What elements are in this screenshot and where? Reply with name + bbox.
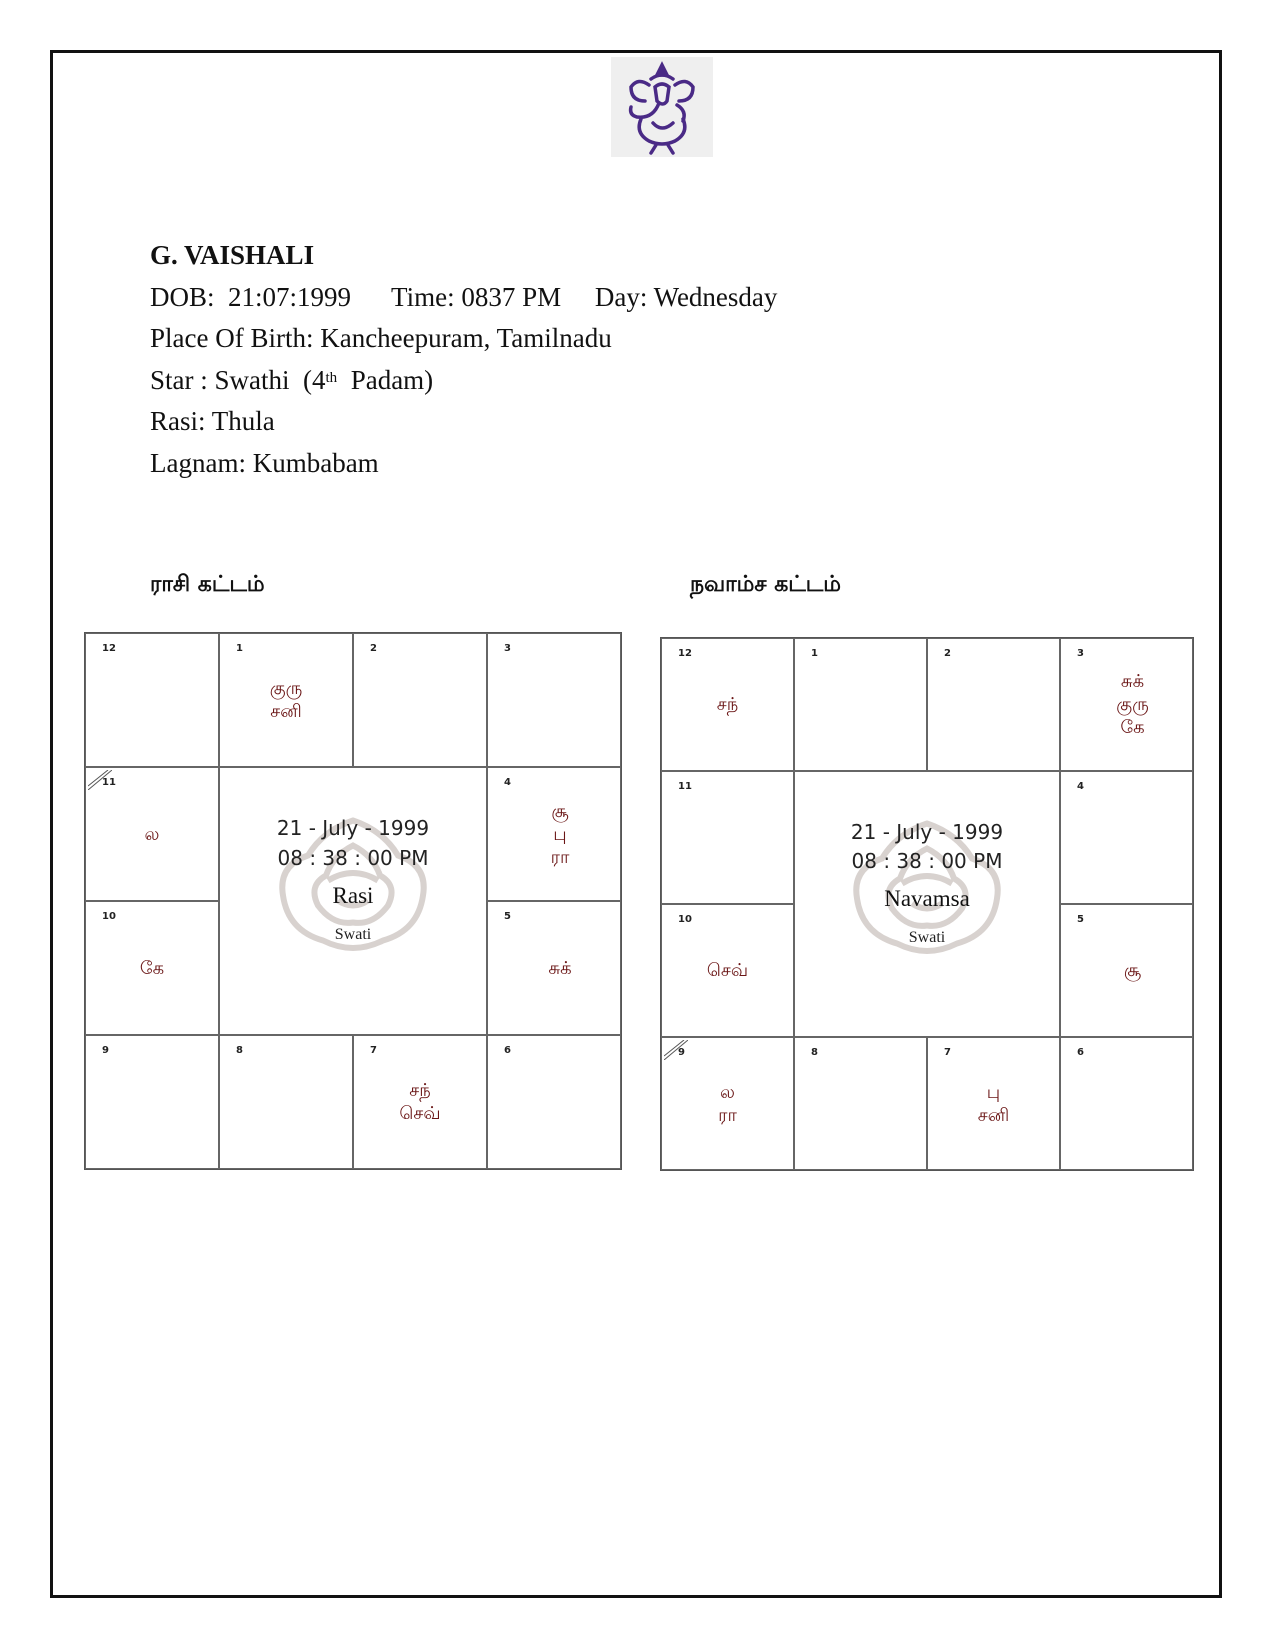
person-name: G. VAISHALI — [150, 240, 315, 270]
time-value: 0837 PM — [461, 281, 562, 312]
center-date: 21 - July - 1999 — [850, 819, 1004, 844]
padam-open: (4 — [303, 364, 326, 395]
padam-superscript: th — [325, 369, 338, 386]
rasi-row — [150, 401, 777, 443]
dob-label: DOB: — [150, 281, 215, 312]
lagnam-label: Lagnam: — [150, 447, 246, 478]
center-time: 08 : 38 : 00 PM — [851, 849, 1003, 874]
center-chart-name: Rasi — [332, 883, 374, 909]
house-cell-11 — [85, 767, 219, 901]
house-number: 2 — [944, 648, 951, 659]
house-cell-6 — [487, 1035, 621, 1169]
chart-center — [794, 771, 1060, 1037]
house-cell-2 — [353, 633, 487, 767]
planet-list — [1061, 772, 1192, 903]
house-cell-3 — [487, 633, 621, 767]
house-cell-10 — [661, 904, 794, 1037]
dob-value: 21:07:1999 — [228, 281, 352, 312]
house-cell-11 — [661, 771, 794, 904]
house-number: 6 — [504, 1045, 511, 1056]
day-value: Wednesday — [653, 281, 778, 312]
house-cell-7 — [927, 1037, 1060, 1170]
rasi-value: Thula — [211, 406, 275, 436]
house-number: 12 — [102, 643, 116, 654]
planet-list — [662, 772, 793, 903]
planet-label: ல — [144, 823, 160, 845]
planet-list — [354, 1036, 486, 1168]
planet-list — [220, 1036, 352, 1168]
house-cell-4 — [1060, 771, 1193, 904]
planet-label: சூ — [1123, 960, 1142, 981]
house-number: 9 — [678, 1047, 685, 1058]
house-number: 1 — [811, 648, 818, 659]
place-row — [150, 318, 777, 360]
center-star: Swati — [908, 928, 946, 946]
house-number: 10 — [102, 911, 116, 922]
rasi-chart-title: ராசி கட்டம் — [150, 572, 265, 597]
lagnam-value: Kumbabam — [252, 447, 379, 478]
dob-row — [150, 277, 777, 319]
planet-list — [488, 902, 620, 1034]
star-label: Star : — [150, 364, 208, 395]
rasi-chart — [84, 632, 622, 1170]
day-label: Day: — [594, 281, 648, 312]
planet-list — [220, 634, 352, 766]
house-cell-1 — [219, 633, 353, 767]
padam-rest: Padam) — [350, 364, 434, 395]
house-cell-9 — [85, 1035, 219, 1169]
house-cell-10 — [85, 901, 219, 1035]
center-star: Swati — [334, 926, 372, 944]
house-cell-1 — [794, 638, 927, 771]
house-number: 9 — [102, 1045, 109, 1056]
planet-label: சூ — [551, 800, 569, 822]
planet-list — [86, 768, 218, 900]
planet-label: பு — [986, 1081, 1001, 1103]
center-chart-name: Navamsa — [884, 886, 970, 912]
house-number: 7 — [944, 1047, 951, 1058]
planet-label: சுக் — [548, 957, 572, 979]
planet-label: சந் — [409, 1080, 431, 1101]
lagnam-row — [150, 443, 777, 485]
house-number: 7 — [370, 1045, 377, 1056]
house-cell-2 — [927, 638, 1060, 771]
house-number: 4 — [504, 777, 511, 788]
planet-list — [928, 1038, 1059, 1169]
house-number: 8 — [236, 1045, 243, 1056]
planet-label: கே — [139, 957, 165, 979]
star-row — [150, 360, 777, 402]
planet-list — [86, 634, 218, 766]
planet-list — [86, 1036, 218, 1168]
house-number: 2 — [370, 643, 377, 654]
house-cell-12 — [85, 633, 219, 767]
house-cell-5 — [1060, 904, 1193, 1037]
planet-label: சந் — [716, 694, 739, 715]
planet-label: சனி — [270, 701, 302, 722]
star-value: Swathi — [214, 364, 290, 395]
planet-list — [662, 905, 793, 1036]
navamsa-chart — [660, 637, 1194, 1171]
ganesha-logo-icon — [611, 57, 713, 157]
house-cell-5 — [487, 901, 621, 1035]
planet-label: ரா — [718, 1104, 737, 1126]
planet-list — [795, 639, 926, 770]
house-cell-7 — [353, 1035, 487, 1169]
house-cell-3 — [1060, 638, 1193, 771]
planet-list — [488, 768, 620, 900]
house-cell-6 — [1060, 1037, 1193, 1170]
time-label: Time: — [391, 281, 455, 312]
house-cell-12 — [661, 638, 794, 771]
planet-label: குரு — [269, 678, 303, 699]
planet-label: ரா — [550, 846, 570, 868]
center-date: 21 - July - 1999 — [276, 816, 430, 841]
planet-label: சனி — [977, 1104, 1010, 1126]
planet-list — [795, 1038, 926, 1169]
place-label: Place Of Birth: — [150, 323, 314, 353]
planet-list — [1061, 639, 1192, 770]
planet-list — [928, 639, 1059, 770]
house-number: 6 — [1077, 1047, 1084, 1058]
planet-list — [86, 902, 218, 1034]
house-number: 3 — [1077, 648, 1084, 659]
planet-list — [488, 634, 620, 766]
planet-label: ல — [720, 1081, 735, 1103]
navamsa-chart-title: நவாம்ச கட்டம் — [690, 572, 842, 597]
house-number: 3 — [504, 643, 511, 654]
planet-list — [662, 639, 793, 770]
house-number: 5 — [1077, 914, 1084, 925]
house-cell-4 — [487, 767, 621, 901]
planet-list — [354, 634, 486, 766]
profile-details — [150, 235, 777, 484]
house-number: 4 — [1077, 781, 1084, 792]
center-time: 08 : 38 : 00 PM — [277, 845, 429, 870]
planet-list — [488, 1036, 620, 1168]
planet-label: சுக் — [1120, 671, 1145, 692]
house-number: 11 — [678, 781, 692, 792]
planet-list — [1061, 905, 1192, 1036]
house-number: 11 — [102, 777, 116, 788]
planet-label: பு — [553, 823, 567, 845]
planet-label: கே — [1120, 717, 1145, 738]
house-number: 5 — [504, 911, 511, 922]
planet-list — [662, 1038, 793, 1169]
chart-center — [219, 767, 487, 1035]
house-number: 10 — [678, 914, 692, 925]
planet-label: செவ் — [706, 960, 749, 981]
house-cell-9 — [661, 1037, 794, 1170]
house-number: 12 — [678, 648, 692, 659]
place-value: Kancheepuram, Tamilnadu — [320, 323, 612, 353]
planet-label: குரு — [1116, 694, 1149, 715]
house-cell-8 — [794, 1037, 927, 1170]
rasi-label: Rasi: — [150, 406, 206, 436]
planet-list — [1061, 1038, 1192, 1169]
house-number: 8 — [811, 1047, 818, 1058]
planet-label: செவ் — [399, 1103, 441, 1124]
house-number: 1 — [236, 643, 243, 654]
house-cell-8 — [219, 1035, 353, 1169]
